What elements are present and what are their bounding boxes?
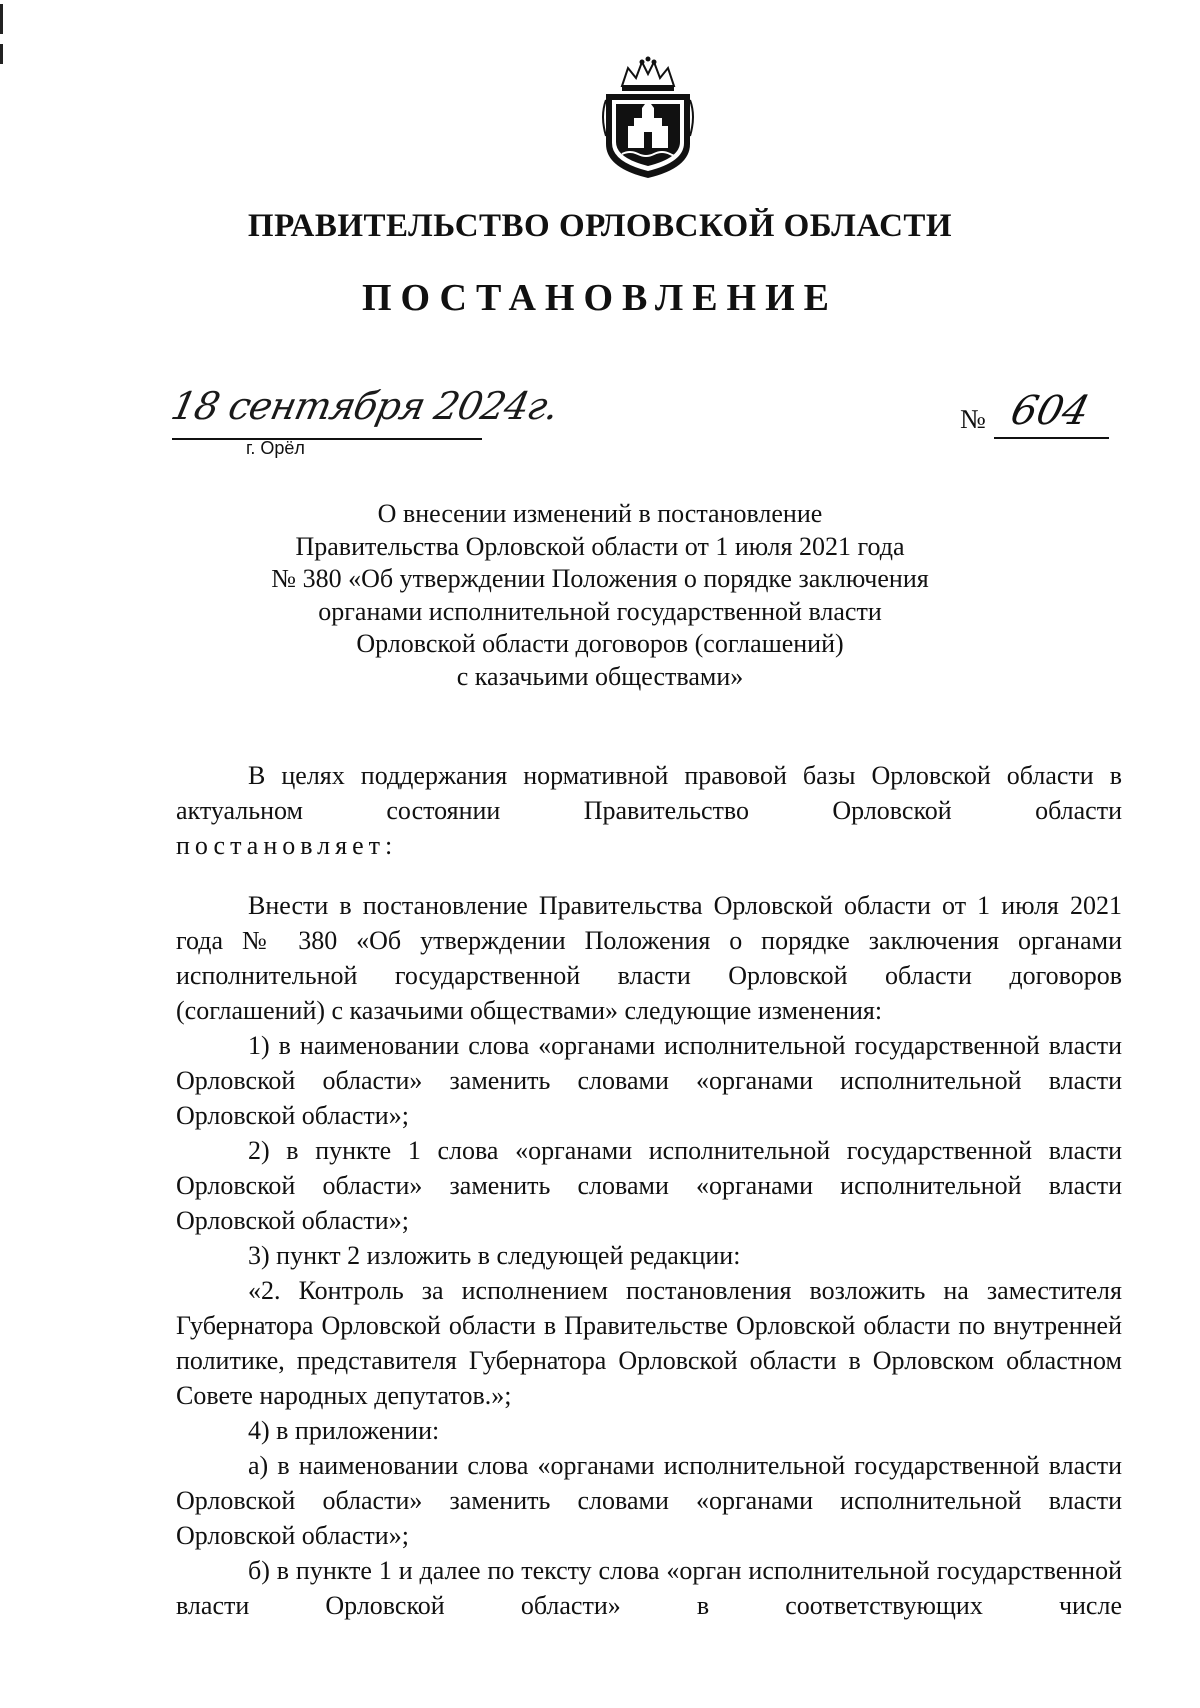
document-subject	[0, 498, 1200, 693]
amendment-item-4: 4) в приложении:	[248, 1416, 440, 1445]
date-underline	[172, 438, 482, 440]
date-field	[167, 384, 562, 440]
preamble	[176, 758, 1122, 863]
body-intro: Внести в постановление Правительства Орловской области от 1 июля 2021 года № 380 «Об утверждении Положения о порядке заключения органами исполнительной государственной власти Орловской области договоров (соглашений) с казачьими обществами» следующие изменения:	[176, 891, 1122, 1025]
subject-line: О внесении изменений в постановление	[377, 499, 823, 528]
resolves-word: постановляет:	[176, 831, 398, 860]
amendment-item-3-quote: «2. Контроль за исполнением постановления возложить на заместителя Губернатора Орловской области в Правительстве Орловской области по внутренней политике, представителя Губернатора Орловской области в Орловском областном Совете народных депутатов.»;	[176, 1276, 1122, 1410]
document-body	[176, 888, 1122, 1623]
handwritten-number: 604	[1006, 388, 1095, 434]
number-field	[960, 388, 1110, 442]
subject-line: органами исполнительной государственной власти	[318, 596, 882, 626]
amendment-item-4b: б) в пункте 1 и далее по тексту слова «орган исполнительной государственной власти Орловской области» в соответствующих числе	[176, 1556, 1122, 1620]
subject-line: № 380 «Об утверждении Положения о порядке заключения	[271, 564, 929, 593]
amendment-item-2: 2) в пункте 1 слова «органами исполнительной государственной власти Орловской области» заменить словами «органами исполнительной власти Орловской области»;	[176, 1136, 1122, 1235]
subject-line: с казачьими обществами»	[456, 661, 744, 691]
government-name: ПРАВИТЕЛЬСТВО ОРЛОВСКОЙ ОБЛАСТИ	[247, 208, 953, 244]
number-underline	[994, 437, 1109, 439]
handwritten-date: 18 сентября 2024г.	[167, 384, 562, 428]
city-label: г. Орёл	[246, 438, 305, 458]
scan-edge-mark	[0, 4, 3, 34]
amendment-item-4a: а) в наименовании слова «органами исполнительной государственной власти Орловской области» заменить словами «органами исполнительной власти Орловской области»;	[176, 1451, 1122, 1550]
preamble-text: В целях поддержания нормативной правовой базы Орловской области в актуальном состоянии Правительство Орловской области	[176, 761, 1122, 825]
subject-line: Правительства Орловской области от 1 июля 2021 года	[295, 531, 905, 561]
coat-of-arms-icon	[600, 56, 696, 180]
scan-edge-mark	[0, 44, 3, 64]
subject-line: Орловской области договоров (соглашений)	[356, 629, 844, 658]
amendment-item-1: 1) в наименовании слова «органами исполнительной государственной власти Орловской области» заменить словами «органами исполнительной власти Орловской области»;	[176, 1031, 1122, 1130]
amendment-item-3: 3) пункт 2 изложить в следующей редакции:	[248, 1241, 741, 1270]
document-type: ПОСТАНОВЛЕНИЕ	[361, 277, 839, 319]
number-sign: №	[960, 404, 986, 434]
